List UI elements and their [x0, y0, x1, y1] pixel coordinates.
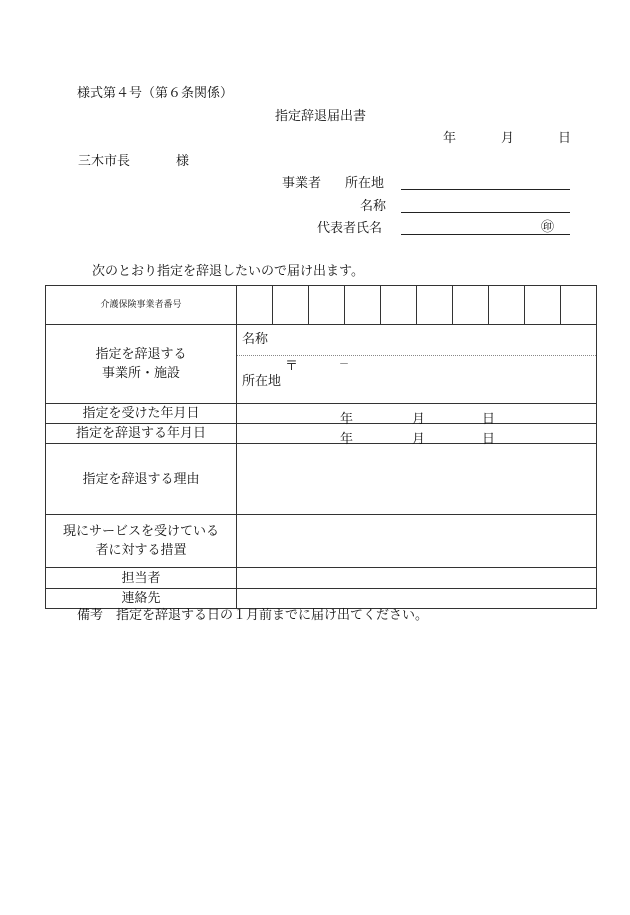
provider-digit-box[interactable] — [237, 286, 272, 324]
facility-name-field[interactable] — [237, 325, 596, 356]
designated-date-label: 指定を受けた年月日 — [46, 404, 237, 424]
designated-date-field[interactable] — [237, 404, 597, 427]
addressee-honorific: 様 — [176, 154, 190, 169]
note-text: 備考 指定を辞退する日の１月前までに届け出てください。 — [77, 608, 429, 623]
contact-person-field[interactable] — [237, 568, 597, 589]
measures-label-line1: 現にサービスを受けている — [62, 524, 219, 539]
intro-text: 次のとおり指定を辞退したいので届け出ます。 — [92, 264, 364, 279]
measures-field[interactable] — [237, 515, 597, 568]
contact-label: 連絡先 — [46, 589, 237, 609]
provider-digit-box[interactable] — [488, 286, 524, 324]
provider-digit-box[interactable] — [452, 286, 488, 324]
designated-day-label: 日 — [482, 411, 496, 427]
applicant-name-line[interactable] — [401, 212, 570, 213]
withdraw-year-label: 年 — [340, 431, 354, 447]
facility-label-line1: 指定を辞退する — [95, 347, 187, 362]
contact-person-label: 担当者 — [46, 568, 237, 589]
provider-digit-box[interactable] — [380, 286, 416, 324]
provider-digit-box[interactable] — [524, 286, 560, 324]
applicant-name-label: 名称 — [360, 199, 387, 214]
addressee-name: 三木市長 — [78, 154, 131, 169]
form-number: 様式第４号（第６条関係） — [77, 86, 234, 101]
facility-name-label: 名称 — [242, 332, 269, 347]
date-month-label: 月 — [501, 131, 515, 146]
provider-digit-box[interactable] — [344, 286, 380, 324]
date-day-label: 日 — [558, 131, 572, 146]
applicant-rep-label: 代表者氏名 — [317, 221, 383, 236]
contact-field[interactable] — [237, 589, 597, 609]
measures-label — [46, 515, 237, 568]
reason-label: 指定を辞退する理由 — [46, 444, 237, 515]
postal-dash: － — [339, 359, 349, 370]
provider-digit-box[interactable] — [272, 286, 308, 324]
date-year-label: 年 — [443, 131, 457, 146]
facility-address-field[interactable] — [237, 356, 596, 403]
facility-label-line2: 事業所・施設 — [101, 366, 180, 381]
withdraw-month-label: 月 — [412, 431, 426, 447]
withdraw-date-field[interactable] — [237, 424, 597, 447]
facility-address-label: 所在地 — [242, 374, 282, 389]
document-title: 指定辞退届出書 — [275, 109, 367, 124]
applicant-address-line[interactable] — [401, 189, 570, 190]
facility-label — [46, 325, 237, 404]
provider-digit-box[interactable] — [416, 286, 452, 324]
designated-month-label: 月 — [412, 411, 426, 427]
withdrawal-form-table — [45, 285, 597, 609]
facility-info-cell — [237, 325, 597, 404]
withdraw-date-label: 指定を辞退する年月日 — [46, 424, 237, 444]
applicant-heading: 事業者 — [282, 176, 322, 191]
postal-mark-icon: 〒 — [285, 359, 299, 374]
provider-digit-box[interactable] — [308, 286, 344, 324]
reason-field[interactable] — [237, 444, 597, 515]
designated-year-label: 年 — [340, 411, 354, 427]
provider-number-boxes — [237, 286, 597, 325]
measures-label-line2: 者に対する措置 — [95, 543, 187, 558]
withdraw-day-label: 日 — [482, 431, 496, 447]
seal-mark-icon: ㊞ — [541, 220, 555, 235]
provider-digit-box[interactable] — [560, 286, 596, 324]
applicant-address-label: 所在地 — [345, 176, 385, 191]
provider-number-label: 介護保険事業者番号 — [46, 286, 237, 325]
